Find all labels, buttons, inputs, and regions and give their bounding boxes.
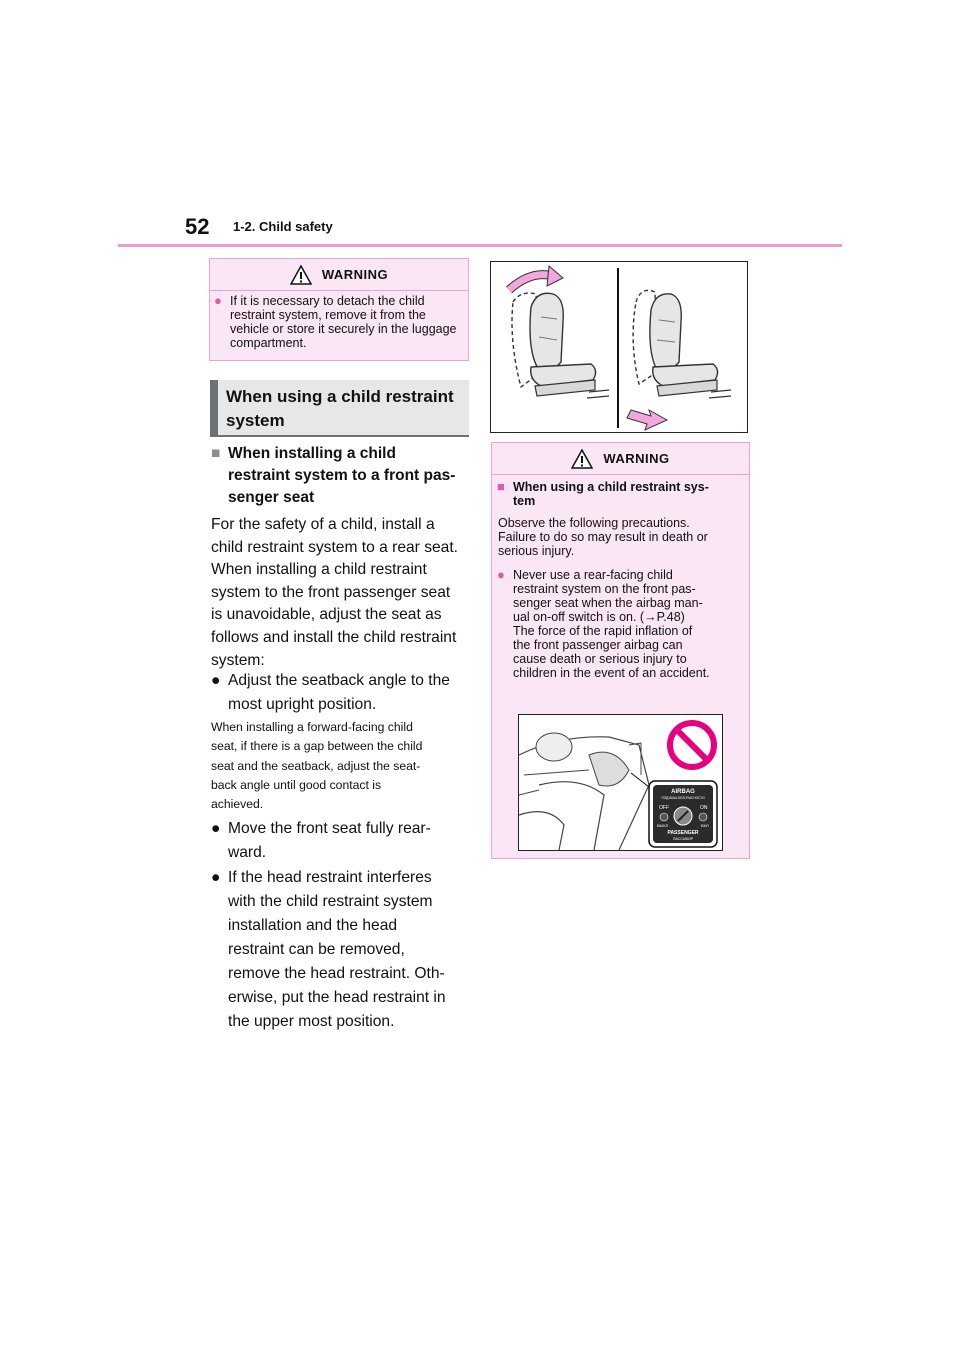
- text-line: system to the front passenger seat: [211, 583, 451, 601]
- text-line: installation and the head: [228, 917, 398, 934]
- warning-item-text: If it is necessary to detach the child restraint system, remove it from the vehicle or store it securely in the luggage compartment.: [230, 294, 457, 350]
- off-label: OFF: [659, 805, 669, 811]
- page-number: 52: [185, 214, 210, 239]
- text-line: seat and the seatback, adjust the seat-: [211, 758, 421, 773]
- section-heading: [210, 380, 469, 437]
- bullet-dot-icon: ●: [214, 293, 222, 308]
- on-ru-label: ВКЛ: [701, 823, 709, 828]
- text-line: remove the head restraint. Oth-: [228, 965, 445, 982]
- subheading-line: restraint system to a front pas-: [228, 467, 456, 484]
- text-line: the front passenger airbag can: [513, 638, 683, 652]
- warning-title-text: WARNING: [321, 267, 389, 282]
- text-line: When installing a forward-facing child: [211, 720, 413, 734]
- text-line: child restraint system to a rear seat.: [211, 538, 458, 556]
- bullet-dot-icon: ●: [211, 820, 221, 837]
- warning-title: [210, 259, 468, 291]
- step-move-seat: [211, 817, 469, 865]
- text-line: When installing a child restraint: [211, 561, 427, 579]
- section-title: 1-2. Child safety: [233, 219, 333, 234]
- warning-triangle-icon: [290, 265, 312, 285]
- text-line: back angle until good contact is: [211, 777, 382, 792]
- dashboard-diagram: [519, 715, 722, 850]
- warning-item: [492, 558, 749, 680]
- text-line: The force of the rapid inflation of: [513, 624, 693, 638]
- bullet-dot-icon: ●: [211, 672, 221, 689]
- text-line: ual on-off switch is on. (→P.48): [513, 610, 685, 624]
- text-line: tem: [513, 494, 536, 508]
- note-paragraph: [211, 718, 467, 814]
- text-line: is unavoidable, adjust the seat as: [211, 606, 442, 624]
- airbag-label: AIRBAG: [671, 789, 695, 795]
- subheading-line: senger seat: [228, 489, 315, 506]
- text-line: For the safety of a child, install a: [211, 516, 435, 533]
- on-label: ON: [700, 805, 708, 811]
- passenger-ru-label: ПАССАЖИР: [672, 837, 694, 841]
- off-ru-label: ВЫКЛ: [657, 823, 669, 828]
- text-line: Move the front seat fully rear-: [228, 820, 431, 837]
- text-line: Failure to do so may result in death or: [498, 530, 708, 544]
- seat-diagram: [491, 262, 747, 432]
- text-line: If the head restraint interferes: [228, 869, 432, 886]
- text-line: follows and install the child restraint: [211, 628, 457, 646]
- warning-box-top: [209, 258, 469, 361]
- subheading: [211, 443, 469, 509]
- square-bullet-icon: ■: [497, 479, 505, 494]
- bullet-dot-icon: ●: [497, 567, 505, 582]
- warning-title: [492, 443, 749, 475]
- warning-heading: [492, 475, 749, 508]
- text-line: serious injury.: [498, 544, 575, 558]
- text-line: Adjust the seatback angle to the: [228, 672, 450, 689]
- warning-intro: [492, 508, 749, 558]
- airbag-sublabel: ПОДУШКА БЕЗОПАСНОСТИ: [661, 796, 705, 800]
- subheading-line: When installing a child: [228, 445, 396, 462]
- text-line: most upright position.: [228, 696, 377, 713]
- text-line: erwise, put the head restraint in: [228, 989, 446, 1006]
- text-line: the upper most position.: [228, 1013, 395, 1030]
- warning-triangle-icon: [571, 449, 593, 469]
- warning-title-text: WARNING: [603, 451, 670, 466]
- header-divider: [118, 244, 842, 247]
- warning-item: [210, 291, 468, 350]
- text-line: seat, if there is a gap between the child: [211, 739, 423, 754]
- text-line: senger seat when the airbag man-: [513, 596, 703, 610]
- step-seatback: [211, 669, 469, 717]
- text-line: system:: [211, 651, 265, 669]
- text-line: Never use a rear-facing child: [513, 568, 673, 582]
- text-line: When using a child restraint sys-: [513, 480, 709, 494]
- text-line: ward.: [228, 844, 267, 861]
- text-line: Observe the following precautions.: [498, 516, 690, 530]
- text-line: cause death or serious injury to: [513, 652, 687, 666]
- text-line: children in the event of an accident.: [513, 666, 710, 680]
- text-line: achieved.: [211, 797, 264, 812]
- text-line: with the child restraint system: [228, 893, 433, 910]
- section-heading-line: system: [226, 411, 285, 430]
- seat-adjust-illustration: [490, 261, 748, 433]
- section-heading-line: When using a child restraint: [226, 387, 454, 406]
- text-line: restraint can be removed,: [228, 941, 405, 958]
- step-head-restraint: [211, 866, 469, 1034]
- airbag-switch-illustration: [518, 714, 723, 851]
- text-line: restraint system on the front pas-: [513, 582, 696, 596]
- bullet-dot-icon: ●: [211, 869, 221, 886]
- intro-paragraph: [211, 514, 467, 672]
- square-bullet-icon: ■: [211, 445, 221, 462]
- passenger-label: PASSENGER: [667, 830, 699, 836]
